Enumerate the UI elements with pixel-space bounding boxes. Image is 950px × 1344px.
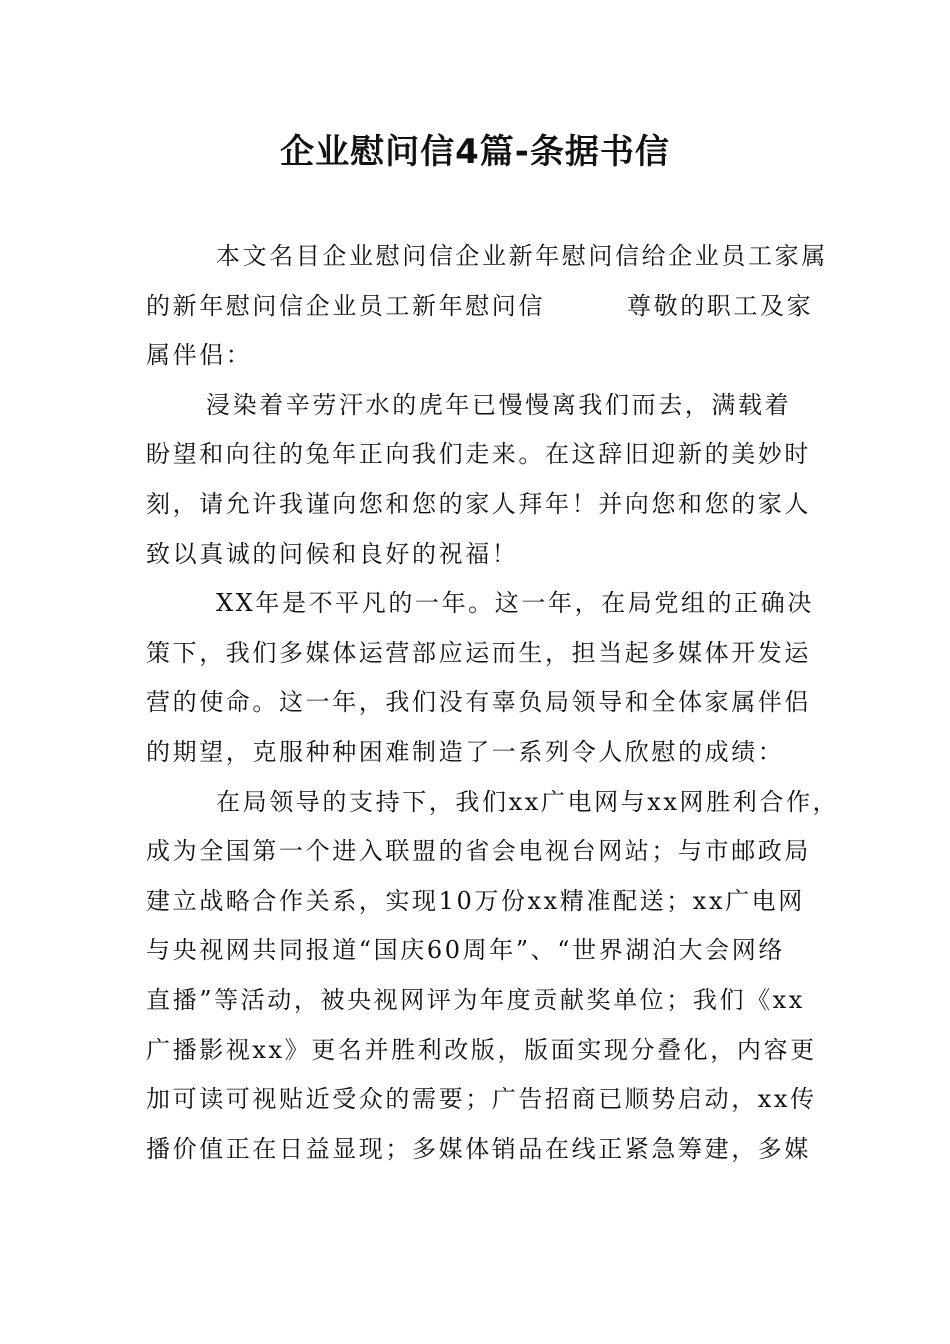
paragraph-line: 直播”等活动，被央视网评为年度贡献奖单位；我们《xx [146,985,805,1014]
paragraph-line: 策下，我们多媒体运营部应运而生，担当起多媒体开发运 [146,638,811,667]
paragraph-line: 盼望和向往的兔年正向我们走来。在这辞旧迎新的美妙时 [146,440,811,469]
paragraph-line: 营的使命。这一年，我们没有辜负局领导和全体家属伴侣 [146,688,811,717]
paragraph-line: 加可读可视贴近受众的需要；广告招商已顺势启动，xx传 [146,1085,817,1114]
paragraph-line: 属伴侣： [146,341,253,370]
paragraph-line: 致以真诚的问候和良好的祝福！ [146,539,519,568]
salutation-text: 尊敬的职工及家 [627,291,814,320]
paragraph-line: 成为全国第一个进入联盟的省会电视台网站；与市邮政局 [146,837,811,866]
paragraph-line: 刻，请允许我谨向您和您的家人拜年！并向您和您的家人 [146,489,811,518]
paragraph-line: 在局领导的支持下，我们xx广电网与xx网胜利合作， [216,787,840,816]
line-text: 的新年慰问信企业员工新年慰问信 [146,291,545,320]
paragraph-line: XX年是不平凡的一年。这一年，在局党组的正确决 [216,589,814,618]
document-title: 企业慰问信4篇-条据书信 [280,132,670,172]
paragraph-line: 本文名目企业慰问信企业新年慰问信给企业员工家属 [216,242,828,270]
paragraph-line: 浸染着辛劳汗水的虎年已慢慢离我们而去，满载着 [206,390,792,419]
paragraph-line: 播价值正在日益显现；多媒体销品在线正紧急筹建，多媒 [146,1134,811,1163]
document-body [146,232,840,1174]
paragraph-line [146,282,826,332]
paragraph-line: 建立战略合作关系，实现10万份xx精准配送；xx广电网 [146,886,805,915]
paragraph-line: 广播影视xx》更名并胜利改版，版面实现分叠化，内容更 [146,1035,817,1064]
paragraph-line: 的期望，克服种种困难制造了一系列令人欣慰的成绩： [146,737,785,766]
paragraph-line: 与央视网共同报道“国庆60周年”、“世界湖泊大会网络 [146,936,785,965]
